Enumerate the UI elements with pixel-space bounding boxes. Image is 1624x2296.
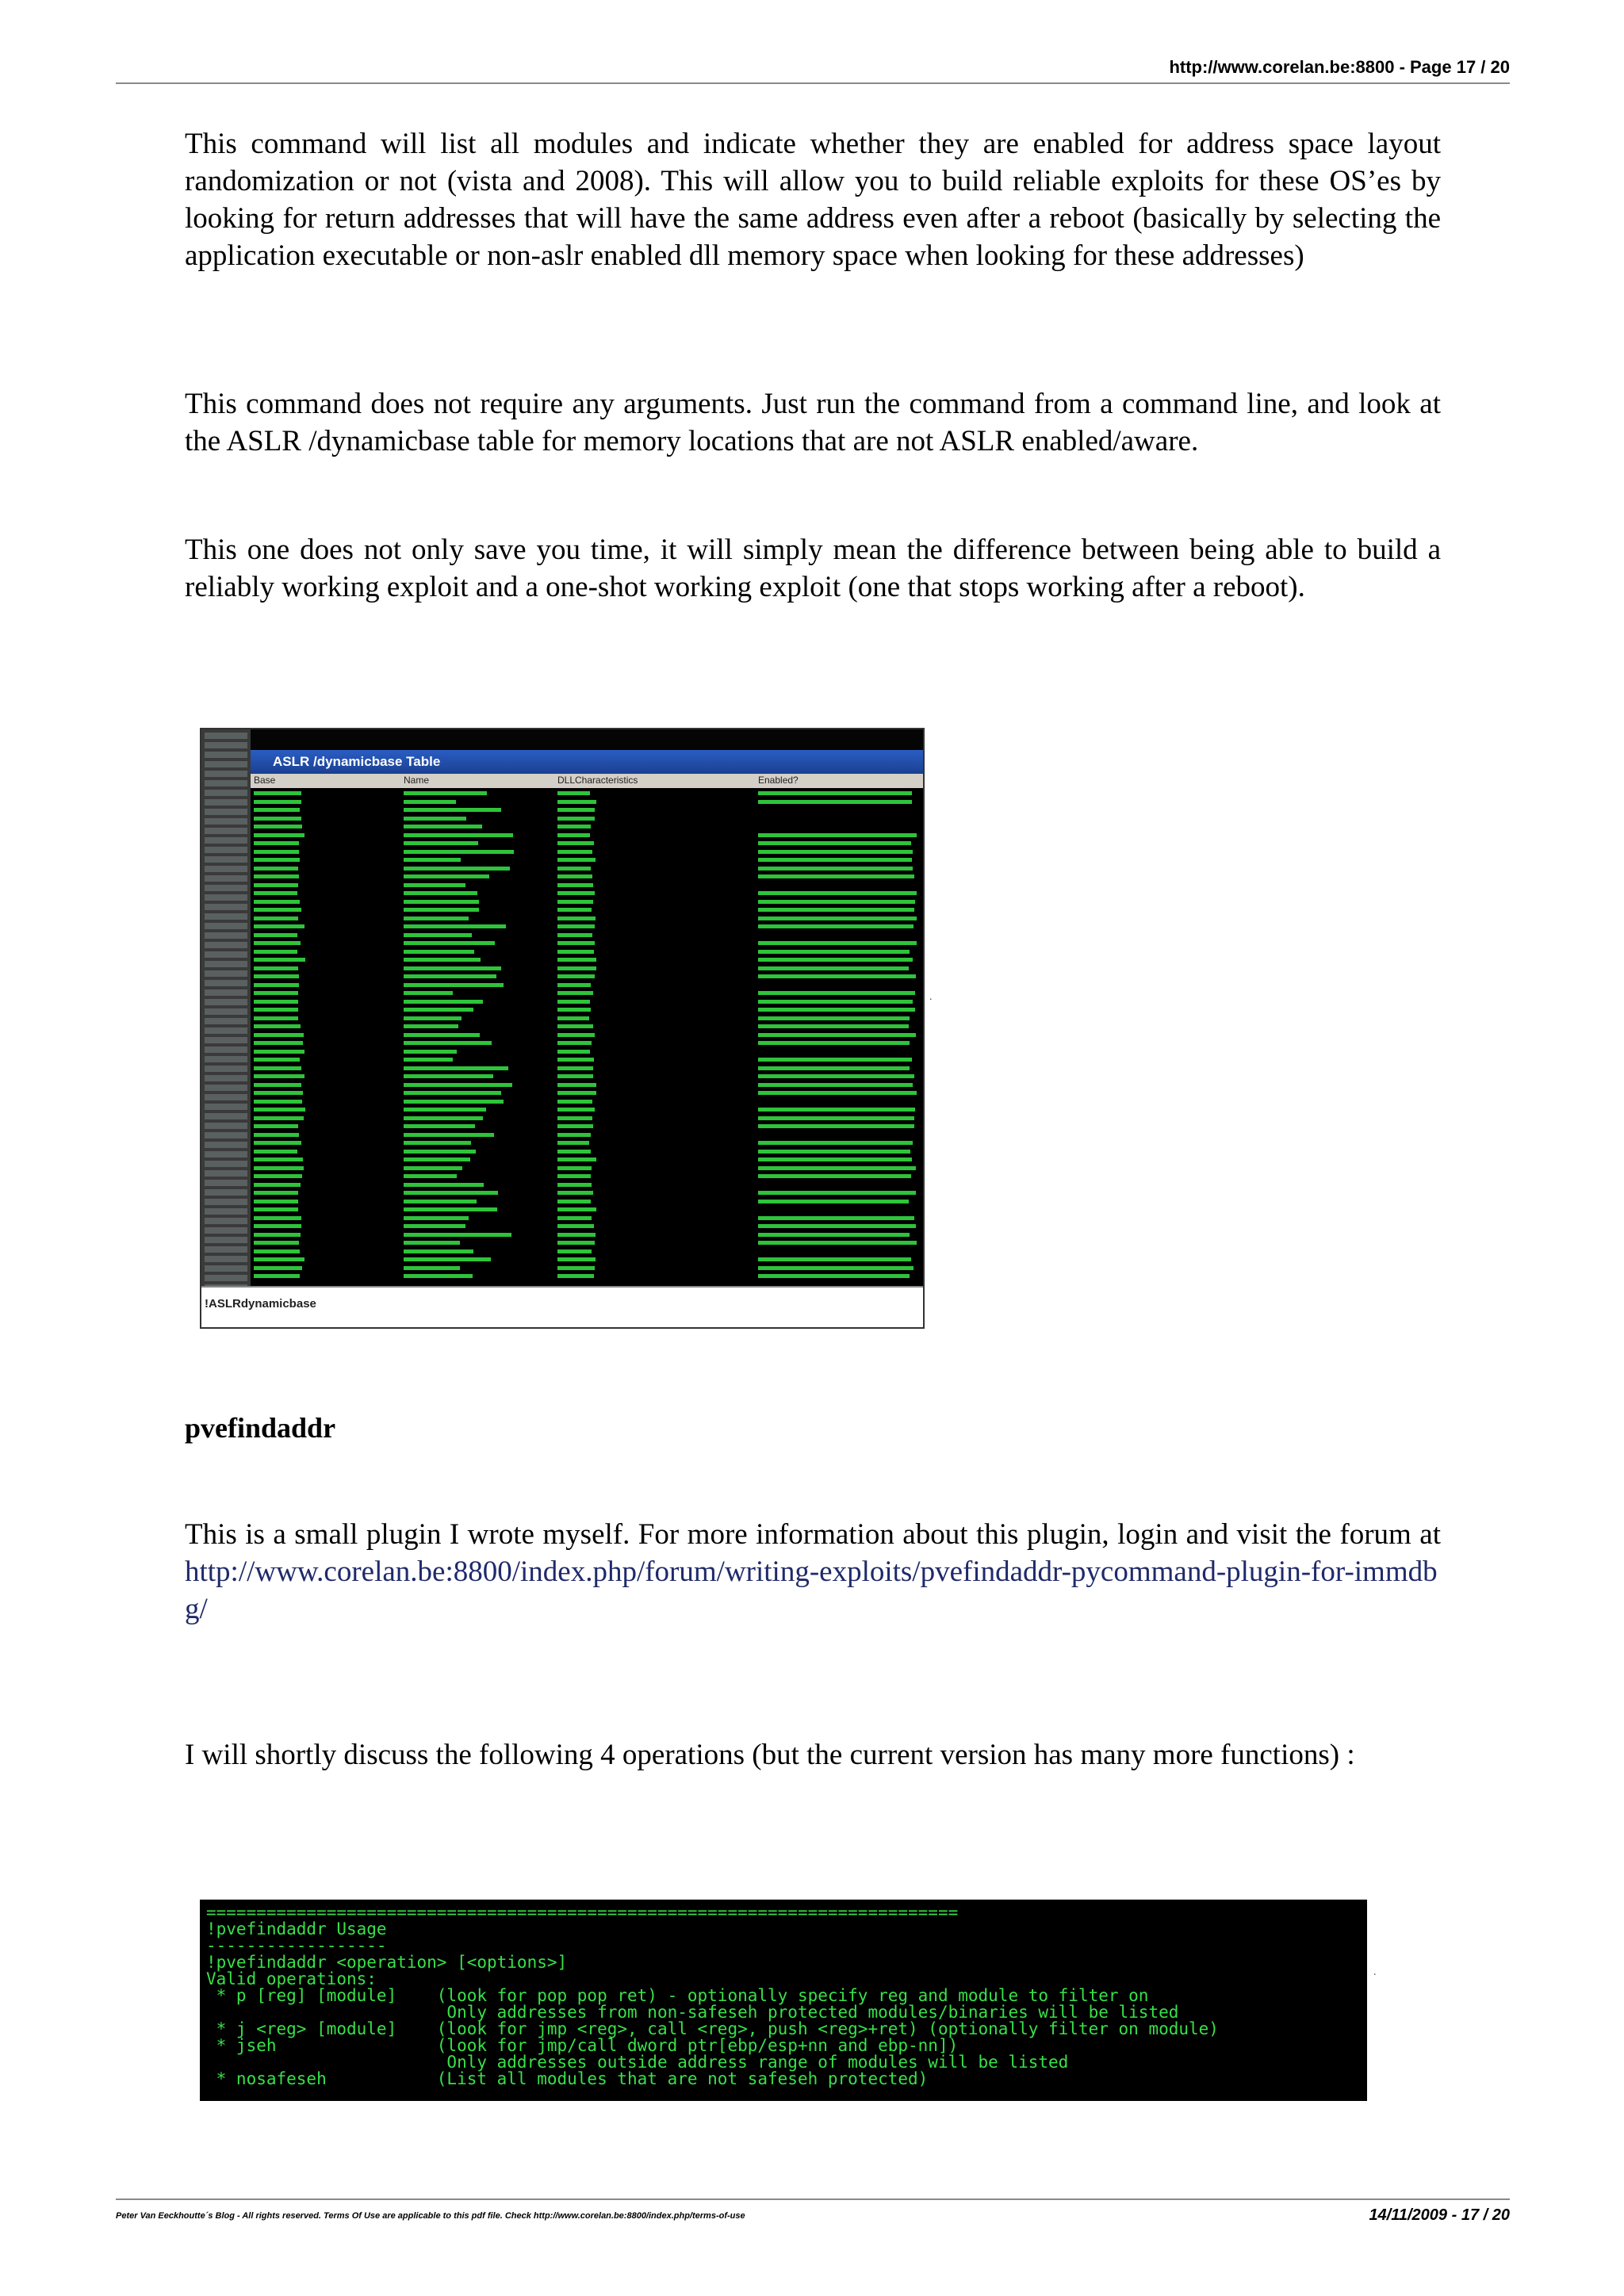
paragraph-no-args [185,385,1441,460]
table-row [251,1115,923,1122]
table-row [251,1239,923,1246]
table-row [251,873,923,880]
usage-line: Only addresses from non-safeseh protected modules/binaries will be listed [206,2003,1179,2022]
column-name: Name [404,775,430,786]
header-url: http://www.corelan.be:8800 - Page 17 / 20 [1169,57,1510,77]
paragraph-plugin [185,1516,1441,1628]
table-row [251,890,923,897]
table-row [251,848,923,855]
table-row [251,1256,923,1263]
cpu-pane-column [201,729,251,1327]
command-text: !ASLRdynamicbase [205,1297,316,1311]
paragraph-aslr-intro [185,125,1441,274]
stray-dot: . [929,991,933,1003]
table-row [251,798,923,806]
usage-line: =========================================================================== [206,1903,959,1922]
table-row [251,1148,923,1155]
table-row [251,998,923,1005]
table-row [251,973,923,980]
aslr-window-title: ASLR /dynamicbase Table [251,750,923,774]
table-row [251,915,923,922]
table-row [251,956,923,963]
table-row [251,1106,923,1113]
table-row [251,948,923,955]
paragraph-save-time [185,531,1441,606]
page-footer [116,2198,1510,2222]
paragraph-text [185,1516,1441,1628]
table-row [251,898,923,905]
table-row [251,1065,923,1072]
footer-page-number: 14/11/2009 - 17 / 20 [1369,2206,1510,2224]
paragraph-operations [185,1736,1441,1774]
table-row [251,1165,923,1172]
paragraph-text: This command does not require any arguments. Just run the command from a command line, and look at the ASLR /dynamicbase table for memory locations that are not ASLR enabled/aware. [185,388,1441,457]
aslr-table-rows [251,790,923,1286]
table-row [251,939,923,947]
usage-line: Only addresses outside address range of modules will be listed [206,2053,1069,2072]
table-row [251,815,923,822]
table-row [251,1181,923,1188]
table-row [251,1048,923,1055]
cpu-pane-top [251,729,923,750]
table-row [251,1272,923,1280]
table-row [251,923,923,930]
forum-link[interactable]: http://www.corelan.be:8800/index.php/forum/writing-exploits/pvefindaddr-pycommand-plugin-for-immdbg/ [185,1556,1438,1625]
table-row [251,1015,923,1022]
table-row [251,1231,923,1238]
table-row [251,832,923,839]
column-dllcharacteristics: DLLCharacteristics [557,775,638,786]
table-row [251,1189,923,1196]
column-base: Base [254,775,276,786]
table-row [251,1098,923,1105]
table-row [251,806,923,813]
table-row [251,932,923,939]
usage-line: Valid operations: [206,1969,377,1988]
stray-dot: . [1373,1966,1377,1978]
table-row [251,1215,923,1222]
usage-line: * jseh (look for jmp/call dword ptr[ebp/esp+nn and ebp-nn]) [206,2036,959,2055]
table-row [251,1131,923,1138]
aslr-column-header [251,774,923,788]
column-enabled: Enabled? [758,775,799,786]
table-row [251,1081,923,1089]
table-row [251,865,923,872]
usage-line: !pvefindaddr Usage [206,1919,387,1938]
usage-line: !pvefindaddr <operation> [<options>] [206,1953,568,1972]
table-row [251,965,923,972]
usage-line: * nosafeseh (List all modules that are not safeseh protected) [206,2069,929,2088]
table-row [251,1073,923,1080]
paragraph-text: I will shortly discuss the following 4 operations (but the current version has many more functions) : [185,1739,1355,1771]
command-bar [201,1286,923,1327]
paragraph-text: This command will list all modules and indicate whether they are enabled for address space layout randomization or not (vista and 2008). This will allow you to build reliable exploits for these OS’es by looking for return addresses that will have the same address even after a reboot (basically by selecting the application executable or non-aslr enabled dll memory space when looking for these addresses) [185,128,1441,272]
table-row [251,1039,923,1047]
table-row [251,1089,923,1096]
table-row [251,840,923,847]
table-row [251,1006,923,1013]
table-row [251,1023,923,1030]
table-row [251,1056,923,1063]
table-row [251,1248,923,1255]
table-row [251,906,923,913]
table-row [251,1265,923,1272]
table-row [251,856,923,863]
paragraph-text: This one does not only save you time, it will simply mean the difference between being able to build a reliably working exploit and a one-shot working exploit (one that stops working after a reboot). [185,534,1441,603]
table-row [251,790,923,797]
table-row [251,823,923,830]
table-row [251,1223,923,1230]
table-row [251,882,923,889]
section-heading: pvefindaddr [185,1412,336,1444]
table-row [251,989,923,997]
footer-copyright: Peter Van Eeckhoutte´s Blog - All rights reserved. Terms Of Use are applicable to this pdf file. Check http://www.corelan.be:8800/index.php/terms-of-use [116,2211,745,2221]
usage-line: ------------------ [206,1936,387,1955]
table-row [251,1198,923,1205]
plugin-intro-text: This is a small plugin I wrote myself. For more information about this plugin, login and visit the forum at [185,1518,1441,1551]
table-row [251,1173,923,1180]
usage-line: * j <reg> [module] (look for jmp <reg>, call <reg>, push <reg>+ret) (optionally filter on module) [206,2019,1219,2038]
table-row [251,1156,923,1163]
pvefindaddr-usage-screenshot [200,1900,1367,2101]
page-header [116,57,1510,84]
table-row [251,1206,923,1213]
table-row [251,982,923,989]
table-row [251,1123,923,1130]
usage-line: * p [reg] [module] (look for pop pop ret) - optionally specify reg and module to filter on [206,1986,1149,2005]
table-row [251,1031,923,1039]
aslr-table-screenshot [200,728,925,1329]
table-row [251,1139,923,1146]
